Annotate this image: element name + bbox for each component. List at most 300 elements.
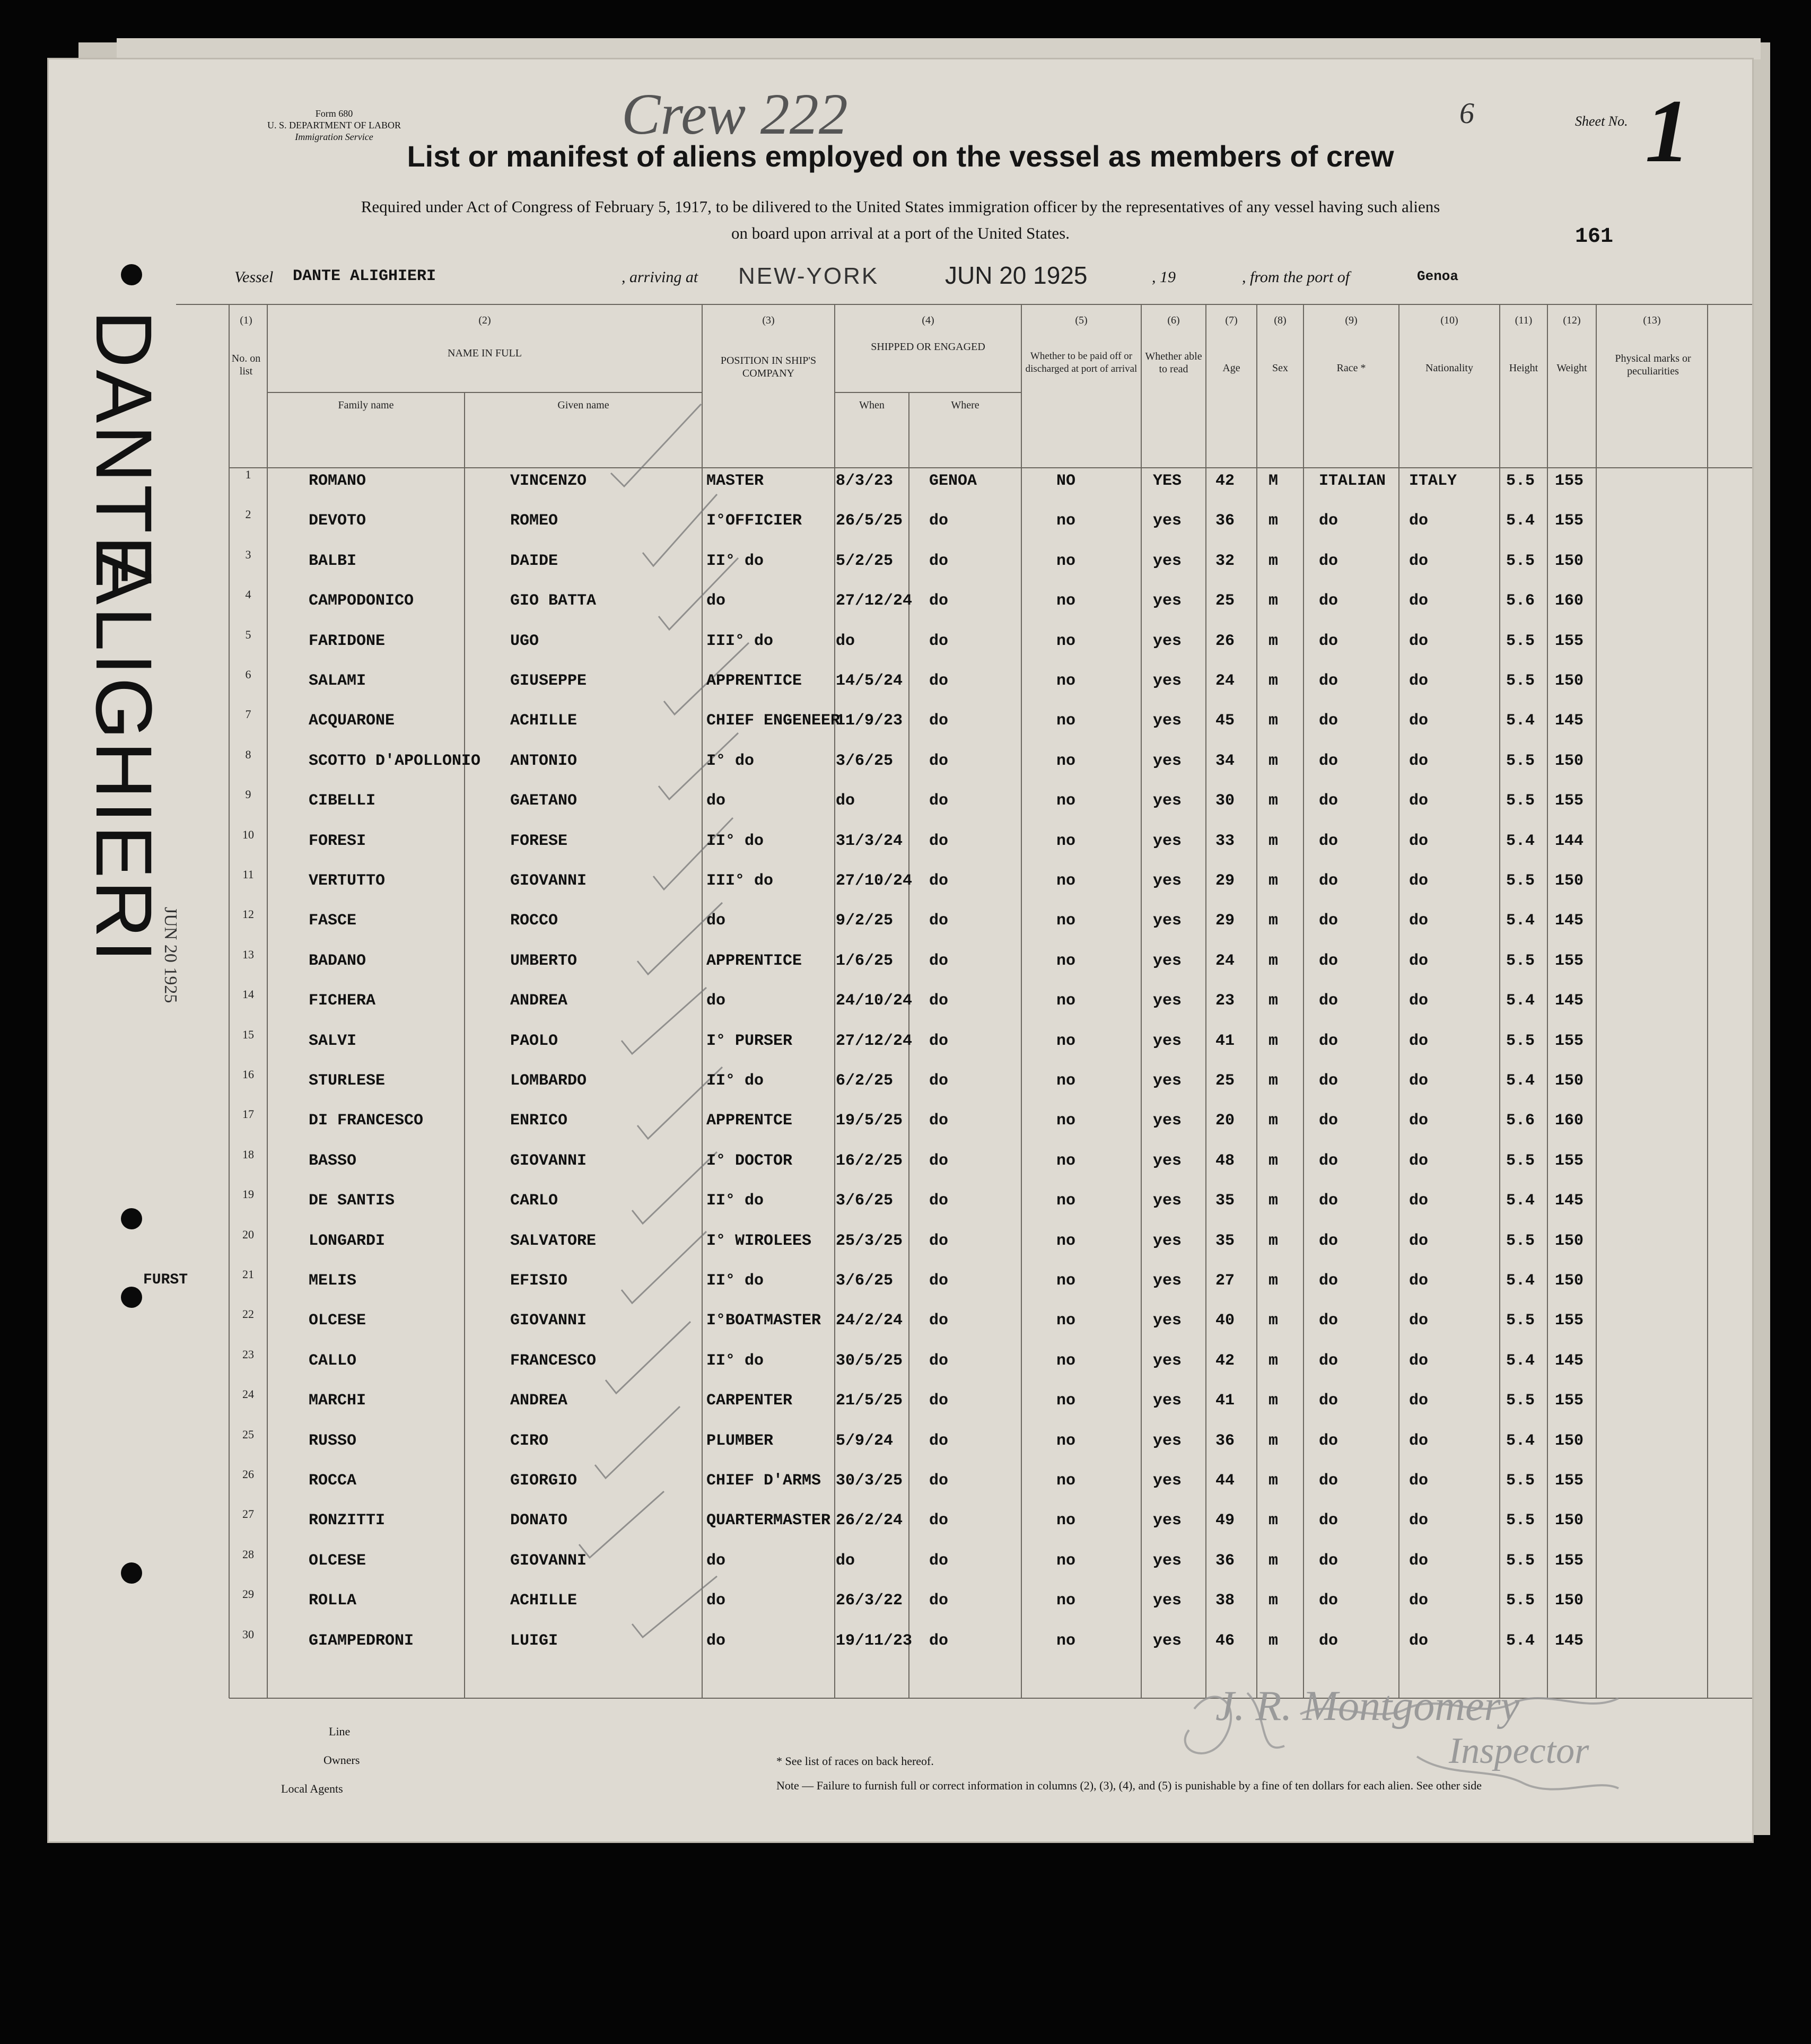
height-cell: 5.4 (1506, 712, 1535, 730)
nationality-cell: do (1409, 792, 1429, 810)
given-name-cell: CIRO (510, 1431, 549, 1450)
row-number-cell: 26 (242, 1468, 254, 1481)
when-cell: 27/12/24 (836, 592, 913, 610)
given-name-cell: DONATO (510, 1512, 568, 1530)
where-cell: do (929, 1592, 949, 1610)
able-read-cell: yes (1153, 951, 1182, 970)
height-cell: 5.4 (1506, 992, 1535, 1010)
row-number-cell: 30 (242, 1627, 254, 1641)
sex-cell: m (1268, 792, 1279, 810)
sex-cell: m (1268, 1392, 1279, 1410)
row-number-cell: 13 (242, 947, 254, 961)
sex-cell: m (1268, 1072, 1279, 1090)
paid-off-cell: no (1056, 792, 1076, 810)
able-read-cell: yes (1153, 832, 1182, 850)
able-read-cell: yes (1153, 1272, 1182, 1290)
weight-cell: 145 (1555, 712, 1584, 730)
where-cell: do (929, 1272, 949, 1290)
position-cell: I°OFFICIER (706, 512, 802, 530)
race-cell: do (1319, 1312, 1338, 1330)
paid-off-cell: no (1056, 592, 1076, 610)
nationality-cell: do (1409, 1551, 1429, 1570)
family-name-cell: CALLO (309, 1351, 357, 1370)
age-cell: 35 (1215, 1192, 1235, 1210)
table-row (49, 707, 1752, 752)
when-cell: 26/3/22 (836, 1592, 903, 1610)
paid-off-cell: no (1056, 1312, 1076, 1330)
row-number-cell: 7 (245, 707, 251, 721)
nationality-cell: do (1409, 512, 1429, 530)
family-name-cell: ROCCA (309, 1472, 357, 1490)
paid-off-cell: no (1056, 1551, 1076, 1570)
paid-off-cell: no (1056, 1512, 1076, 1530)
race-cell: do (1319, 1392, 1338, 1410)
race-cell: do (1319, 1472, 1338, 1490)
punch-hole (121, 1562, 142, 1584)
height-cell: 5.6 (1506, 592, 1535, 610)
family-name-cell: SALAMI (309, 672, 366, 690)
position-cell: do (706, 1592, 726, 1610)
position-cell: II° do (706, 1351, 764, 1370)
race-cell: do (1319, 592, 1338, 610)
given-name-cell: GIOVANNI (510, 872, 587, 890)
sex-cell: m (1268, 872, 1279, 890)
paid-off-cell: no (1056, 1192, 1076, 1210)
where-cell: do (929, 632, 949, 650)
where-cell: do (929, 1551, 949, 1570)
table-row (49, 947, 1752, 992)
when-cell: 24/2/24 (836, 1312, 903, 1330)
family-name-cell: SCOTTO D'APOLLONIO (309, 752, 481, 770)
table-row (49, 1107, 1752, 1152)
able-read-cell: yes (1153, 1351, 1182, 1370)
position-cell: I° do (706, 752, 755, 770)
where-cell: do (929, 712, 949, 730)
row-number-cell: 22 (242, 1307, 254, 1321)
age-cell: 33 (1215, 832, 1235, 850)
position-cell: II° do (706, 1192, 764, 1210)
age-cell: 25 (1215, 592, 1235, 610)
col-shipped: SHIPPED OR ENGAGED (871, 341, 985, 353)
given-name-cell: GIO BATTA (510, 592, 597, 610)
col-9-number: (9) (1345, 315, 1358, 326)
nationality-cell: do (1409, 1151, 1429, 1170)
footer-races-note: * See list of races on back hereof. (776, 1754, 934, 1768)
table-row (49, 1347, 1752, 1392)
family-name-cell: RONZITTI (309, 1512, 386, 1530)
row-number-cell: 10 (242, 827, 254, 841)
table-row (49, 1187, 1752, 1232)
able-read-cell: yes (1153, 712, 1182, 730)
where-cell: do (929, 1032, 949, 1050)
weight-cell: 155 (1555, 512, 1584, 530)
age-cell: 29 (1215, 872, 1235, 890)
able-read-cell: yes (1153, 792, 1182, 810)
race-cell: do (1319, 752, 1338, 770)
age-cell: 42 (1215, 1351, 1235, 1370)
col-able-read: Whether able to read (1145, 351, 1202, 375)
height-cell: 5.5 (1506, 1551, 1535, 1570)
height-cell: 5.5 (1506, 552, 1535, 570)
nationality-cell: do (1409, 1392, 1429, 1410)
able-read-cell: yes (1153, 592, 1182, 610)
race-cell: do (1319, 1112, 1338, 1130)
table-row (49, 508, 1752, 552)
when-cell: 25/3/25 (836, 1231, 903, 1250)
given-name-cell: EFISIO (510, 1272, 568, 1290)
nationality-cell: do (1409, 992, 1429, 1010)
table-row (49, 1387, 1752, 1432)
given-name-cell: GIOVANNI (510, 1551, 587, 1570)
height-cell: 5.5 (1506, 1472, 1535, 1490)
col-given-name: Given name (557, 399, 609, 411)
weight-cell: 155 (1555, 1032, 1584, 1050)
paid-off-cell: no (1056, 752, 1076, 770)
col-race: Race * (1336, 362, 1366, 374)
where-cell: GENOA (929, 472, 977, 490)
race-cell: do (1319, 1231, 1338, 1250)
when-cell: 24/10/24 (836, 992, 913, 1010)
weight-cell: 160 (1555, 1112, 1584, 1130)
row-number-cell: 12 (242, 907, 254, 921)
height-cell: 5.5 (1506, 1512, 1535, 1530)
col-6-number: (6) (1167, 315, 1180, 326)
row-number-cell: 27 (242, 1507, 254, 1521)
sex-cell: m (1268, 632, 1279, 650)
age-cell: 24 (1215, 951, 1235, 970)
age-cell: 40 (1215, 1312, 1235, 1330)
able-read-cell: yes (1153, 912, 1182, 930)
sex-cell: m (1268, 1631, 1279, 1650)
weight-cell: 155 (1555, 792, 1584, 810)
sex-cell: m (1268, 512, 1279, 530)
race-cell: do (1319, 1631, 1338, 1650)
table-row (49, 1268, 1752, 1312)
given-name-cell: CARLO (510, 1192, 558, 1210)
row-number-cell: 25 (242, 1427, 254, 1441)
table-row (49, 547, 1752, 592)
when-cell: 27/10/24 (836, 872, 913, 890)
paid-off-cell: no (1056, 912, 1076, 930)
height-cell: 5.5 (1506, 752, 1535, 770)
able-read-cell: yes (1153, 1592, 1182, 1610)
family-name-cell: DE SANTIS (309, 1192, 395, 1210)
height-cell: 5.5 (1506, 1392, 1535, 1410)
height-cell: 5.5 (1506, 1151, 1535, 1170)
table-row (49, 988, 1752, 1032)
where-cell: do (929, 1312, 949, 1330)
age-cell: 32 (1215, 552, 1235, 570)
col-where: Where (951, 399, 979, 411)
nationality-cell: do (1409, 1431, 1429, 1450)
when-cell: 11/9/23 (836, 712, 903, 730)
age-cell: 36 (1215, 512, 1235, 530)
given-name-cell: VINCENZO (510, 472, 587, 490)
nationality-cell: do (1409, 832, 1429, 850)
where-cell: do (929, 592, 949, 610)
family-name-cell: OLCESE (309, 1312, 366, 1330)
paid-off-cell: no (1056, 1351, 1076, 1370)
weight-cell: 150 (1555, 1272, 1584, 1290)
given-name-cell: UGO (510, 632, 539, 650)
sex-cell: m (1268, 1472, 1279, 1490)
where-cell: do (929, 1392, 949, 1410)
when-cell: do (836, 792, 855, 810)
footer-note: Note — Failure to furnish full or correct information in columns (2), (3), (4), and (5) is punishable by a fine of ten dollars for each alien. See other side (776, 1779, 1482, 1792)
table-row (49, 907, 1752, 952)
race-cell: do (1319, 712, 1338, 730)
where-cell: do (929, 1631, 949, 1650)
sex-cell: m (1268, 1551, 1279, 1570)
race-cell: do (1319, 992, 1338, 1010)
subtitle-line-1: Required under Act of Congress of February 5, 1917, to be dilivered to the United States immigration officer by the representatives of any vessel having such aliens (361, 197, 1440, 216)
row-number-cell: 1 (245, 468, 251, 481)
position-cell: do (706, 592, 726, 610)
family-name-cell: VERTUTTO (309, 872, 386, 890)
where-cell: do (929, 1151, 949, 1170)
height-cell: 5.4 (1506, 1351, 1535, 1370)
row-number-cell: 20 (242, 1227, 254, 1241)
where-cell: do (929, 792, 949, 810)
inspector-signature: J. R. Montgomery (1215, 1683, 1520, 1729)
position-cell: APPRENTCE (706, 1112, 793, 1130)
table-row (49, 1307, 1752, 1352)
able-read-cell: yes (1153, 752, 1182, 770)
age-cell: 29 (1215, 912, 1235, 930)
table-row (49, 747, 1752, 792)
given-name-cell: DAIDE (510, 552, 558, 570)
where-cell: do (929, 1351, 949, 1370)
where-cell: do (929, 832, 949, 850)
position-cell: APPRENTICE (706, 951, 802, 970)
able-read-cell: yes (1153, 872, 1182, 890)
where-cell: do (929, 552, 949, 570)
age-cell: 48 (1215, 1151, 1235, 1170)
family-name-cell: CAMPODONICO (309, 592, 414, 610)
margin-note: FURST (143, 1272, 188, 1288)
table-row (49, 1427, 1752, 1472)
page-title: List or manifest of aliens employed on the vessel as members of crew (407, 139, 1394, 173)
when-cell: 26/5/25 (836, 512, 903, 530)
weight-cell: 150 (1555, 672, 1584, 690)
manifest-sheet (49, 59, 1752, 1841)
row-number-cell: 17 (242, 1107, 254, 1121)
given-name-cell: ROMEO (510, 512, 558, 530)
row-number-cell: 14 (242, 988, 254, 1001)
sex-cell: m (1268, 1312, 1279, 1330)
when-cell: 21/5/25 (836, 1392, 903, 1410)
sex-cell: m (1268, 1272, 1279, 1290)
nationality-cell: do (1409, 951, 1429, 970)
position-cell: I°BOATMASTER (706, 1312, 821, 1330)
given-name-cell: GIORGIO (510, 1472, 578, 1490)
punch-hole (121, 1287, 142, 1308)
service: Immigration Service (295, 132, 373, 142)
handwritten-mark: 6 (1459, 97, 1474, 130)
able-read-cell: yes (1153, 632, 1182, 650)
when-cell: do (836, 632, 855, 650)
height-cell: 5.5 (1506, 1032, 1535, 1050)
when-cell: 3/6/25 (836, 752, 894, 770)
sheet-label: Sheet No. (1575, 113, 1628, 129)
where-cell: do (929, 672, 949, 690)
position-cell: II° do (706, 832, 764, 850)
form-number: Form 680 (315, 108, 353, 119)
nationality-cell: do (1409, 872, 1429, 890)
position-cell: CHIEF D'ARMS (706, 1472, 821, 1490)
height-cell: 5.4 (1506, 1072, 1535, 1090)
age-cell: 44 (1215, 1472, 1235, 1490)
weight-cell: 150 (1555, 1072, 1584, 1090)
arriving-port: NEW-YORK (738, 263, 879, 289)
where-cell: do (929, 992, 949, 1010)
family-name-cell: FARIDONE (309, 632, 386, 650)
when-cell: 5/2/25 (836, 552, 894, 570)
table-row (49, 1227, 1752, 1272)
weight-cell: 150 (1555, 552, 1584, 570)
row-number-cell: 5 (245, 627, 251, 641)
weight-cell: 155 (1555, 472, 1584, 490)
col-when: When (859, 399, 885, 411)
footer-line-label: Line (329, 1725, 351, 1738)
paid-off-cell: no (1056, 632, 1076, 650)
given-name-cell: LUIGI (510, 1631, 558, 1650)
nationality-cell: do (1409, 712, 1429, 730)
col-height: Height (1509, 362, 1538, 374)
family-name-cell: MARCHI (309, 1392, 366, 1410)
family-name-cell: LONGARDI (309, 1231, 386, 1250)
nationality-cell: do (1409, 1272, 1429, 1290)
height-cell: 5.4 (1506, 1631, 1535, 1650)
age-cell: 34 (1215, 752, 1235, 770)
able-read-cell: yes (1153, 1032, 1182, 1050)
paid-off-cell: no (1056, 672, 1076, 690)
weight-cell: 155 (1555, 1312, 1584, 1330)
given-name-cell: ANTONIO (510, 752, 578, 770)
when-cell: 19/11/23 (836, 1631, 913, 1650)
given-name-cell: FRANCESCO (510, 1351, 597, 1370)
age-cell: 20 (1215, 1112, 1235, 1130)
paid-off-cell: no (1056, 951, 1076, 970)
age-cell: 25 (1215, 1072, 1235, 1090)
race-cell: do (1319, 1351, 1338, 1370)
sex-cell: m (1268, 951, 1279, 970)
given-name-cell: ANDREA (510, 992, 568, 1010)
weight-cell: 145 (1555, 1351, 1584, 1370)
family-name-cell: ROMANO (309, 472, 366, 490)
able-read-cell: yes (1153, 672, 1182, 690)
height-cell: 5.5 (1506, 951, 1535, 970)
row-number-cell: 4 (245, 588, 251, 601)
row-number-cell: 29 (242, 1587, 254, 1601)
able-read-cell: yes (1153, 1551, 1182, 1570)
row-number-cell: 11 (242, 868, 254, 881)
age-cell: 35 (1215, 1231, 1235, 1250)
age-cell: 42 (1215, 472, 1235, 490)
given-name-cell: ANDREA (510, 1392, 568, 1410)
row-number-cell: 24 (242, 1387, 254, 1401)
paid-off-cell: no (1056, 872, 1076, 890)
position-cell: II° do (706, 1072, 764, 1090)
family-name-cell: FICHERA (309, 992, 376, 1010)
height-cell: 5.5 (1506, 472, 1535, 490)
position-cell: CHIEF ENGENEER (706, 712, 841, 730)
when-cell: 3/6/25 (836, 1272, 894, 1290)
paid-off-cell: no (1056, 552, 1076, 570)
where-cell: do (929, 951, 949, 970)
when-cell: 30/5/25 (836, 1351, 903, 1370)
punch-hole (121, 1208, 142, 1229)
family-name-cell: STURLESE (309, 1072, 386, 1090)
family-name-cell: DI FRANCESCO (309, 1112, 424, 1130)
col-10-number: (10) (1440, 315, 1458, 326)
sex-cell: m (1268, 992, 1279, 1010)
table-row (49, 827, 1752, 872)
col-7-number: (7) (1225, 315, 1238, 326)
race-cell: do (1319, 832, 1338, 850)
position-cell: do (706, 792, 726, 810)
row-number-cell: 23 (242, 1347, 254, 1361)
paid-off-cell: no (1056, 1631, 1076, 1650)
sex-cell: m (1268, 832, 1279, 850)
given-name-cell: GIOVANNI (510, 1151, 587, 1170)
when-cell: 3/6/25 (836, 1192, 894, 1210)
race-cell: do (1319, 1551, 1338, 1570)
position-cell: MASTER (706, 472, 764, 490)
nationality-cell: do (1409, 592, 1429, 610)
where-cell: do (929, 1431, 949, 1450)
race-cell: do (1319, 872, 1338, 890)
height-cell: 5.5 (1506, 672, 1535, 690)
when-cell: 27/12/24 (836, 1032, 913, 1050)
paid-off-cell: no (1056, 1231, 1076, 1250)
row-number-cell: 8 (245, 747, 251, 761)
family-name-cell: BASSO (309, 1151, 357, 1170)
sex-cell: m (1268, 1112, 1279, 1130)
able-read-cell: yes (1153, 1072, 1182, 1090)
sex-cell: m (1268, 1512, 1279, 1530)
sex-cell: m (1268, 1192, 1279, 1210)
given-name-cell: UMBERTO (510, 951, 578, 970)
side-stamp-dante: DANTE (80, 310, 169, 591)
height-cell: 5.6 (1506, 1112, 1535, 1130)
col-name-in-full: NAME IN FULL (448, 347, 522, 359)
table-row (49, 1468, 1752, 1512)
table-row (49, 468, 1752, 512)
weight-cell: 160 (1555, 592, 1584, 610)
given-name-cell: GIUSEPPE (510, 672, 587, 690)
given-name-cell: FORESE (510, 832, 568, 850)
family-name-cell: FASCE (309, 912, 357, 930)
family-name-cell: CIBELLI (309, 792, 376, 810)
sex-cell: m (1268, 1231, 1279, 1250)
col-11-number: (11) (1515, 315, 1533, 326)
able-read-cell: yes (1153, 1312, 1182, 1330)
row-number-cell: 2 (245, 508, 251, 521)
paid-off-cell: no (1056, 512, 1076, 530)
given-name-cell: ENRICO (510, 1112, 568, 1130)
weight-cell: 150 (1555, 1431, 1584, 1450)
nationality-cell: do (1409, 1351, 1429, 1370)
from-label: , from the port of (1242, 268, 1350, 286)
able-read-cell: yes (1153, 1231, 1182, 1250)
col-1-number: (1) (240, 315, 252, 326)
family-name-cell: ACQUARONE (309, 712, 395, 730)
paid-off-cell: no (1056, 1431, 1076, 1450)
weight-cell: 150 (1555, 1592, 1584, 1610)
table-row (49, 868, 1752, 912)
row-number-cell: 15 (242, 1027, 254, 1041)
